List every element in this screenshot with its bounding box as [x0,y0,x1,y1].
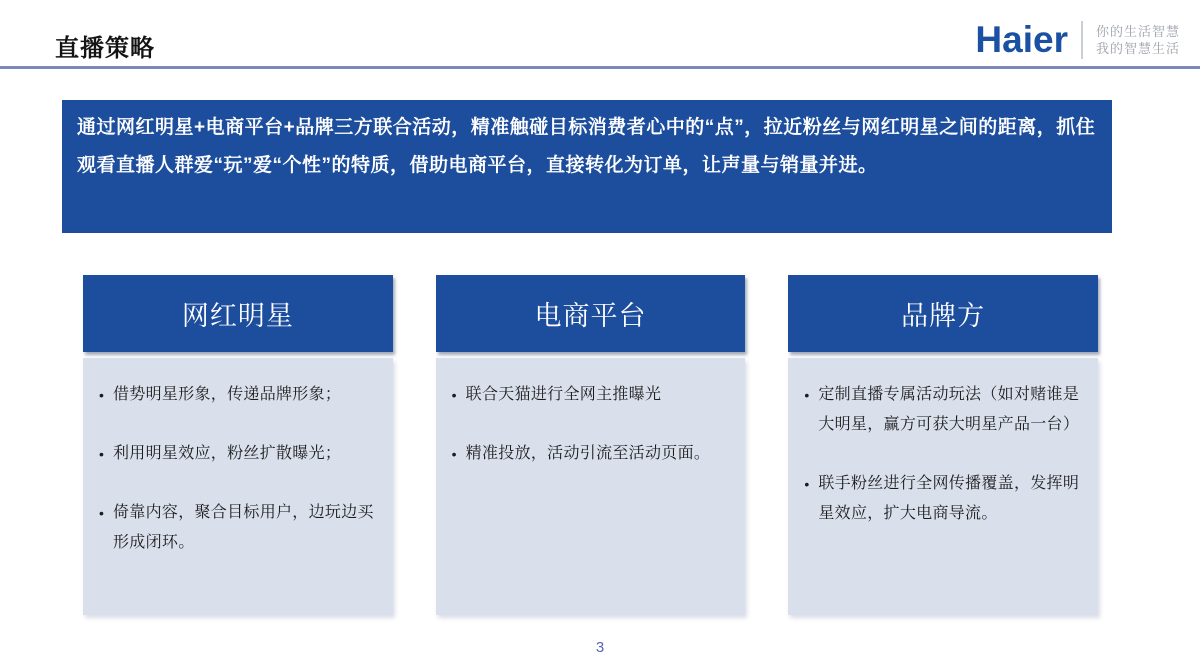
card-influencer-title: 网红明星 [83,275,393,352]
haier-logo [975,20,1182,60]
haier-logo-text: Haier [975,19,1068,60]
card-ecommerce-bullets [451,380,733,469]
bullet-item: • 精准投放，活动引流至活动页面。 [451,439,733,469]
logo-tagline [1096,23,1180,57]
cards-row [83,275,1098,615]
card-ecommerce-title: 电商平台 [436,275,746,352]
strategy-banner: 通过网红明星+电商平台+品牌三方联合活动，精准触碰目标消费者心中的“点”，拉近粉丝与网红明星之间的距离，抓住观看直播人群爱“玩”爱“个性”的特质，借助电商平台，直接转化为订单，让声量与销量并进。 [62,100,1112,233]
logo-tagline-line2: 我的智慧生活 [1095,41,1180,56]
card-brand-body [788,358,1098,615]
card-brand [788,275,1098,615]
card-ecommerce [436,275,746,615]
card-brand-title: 品牌方 [788,275,1098,352]
slide-header [0,0,1200,66]
header-rule [0,66,1200,69]
bullet-item: • 定制直播专属活动玩法（如对赌谁是大明星，赢方可获大明星产品一台） [803,380,1085,440]
bullet-item: • 联合天猫进行全网主推曝光 [451,380,733,410]
bullet-item: • 倚靠内容，聚合目标用户，边玩边买形成闭环。 [98,498,380,558]
bullet-item: • 利用明星效应，粉丝扩散曝光； [98,439,380,469]
card-influencer [83,275,393,615]
logo-tagline-line1: 你的生活智慧 [1095,24,1180,39]
card-brand-bullets [803,380,1085,529]
card-influencer-bullets [98,380,380,558]
card-influencer-body [83,358,393,615]
bullet-item: • 联手粉丝进行全网传播覆盖，发挥明星效应，扩大电商导流。 [803,469,1085,529]
page-title: 直播策略 [55,35,155,62]
card-ecommerce-body [436,358,746,615]
logo-divider [1081,21,1083,59]
bullet-item: • 借势明星形象，传递品牌形象； [98,380,380,410]
page-number: 3 [595,639,605,656]
